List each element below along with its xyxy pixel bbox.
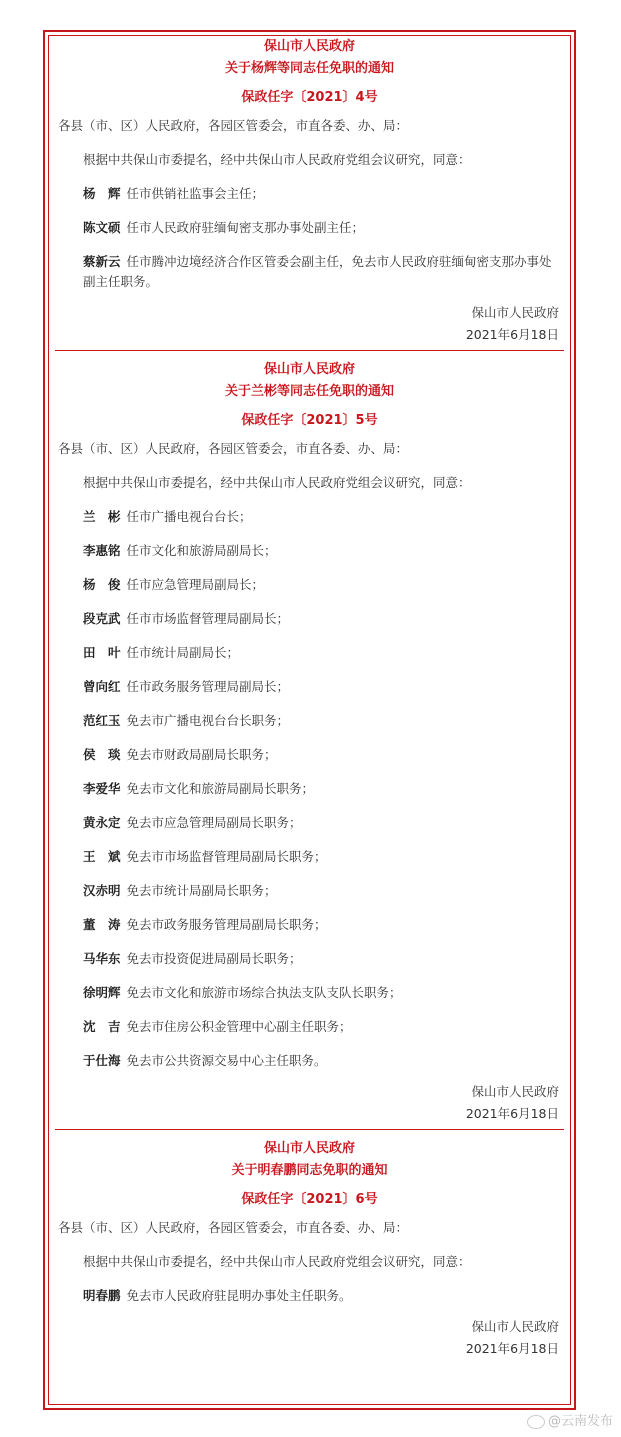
appointment-item bbox=[58, 184, 561, 204]
appointee-name: 李惠铭 bbox=[83, 543, 121, 558]
notice-date: 2021年6月18日 bbox=[465, 1106, 559, 1121]
notice-doc-number: 保政任字〔2021〕4号 bbox=[241, 90, 378, 105]
appointment-item bbox=[58, 881, 561, 901]
notice-issuer: 保山市人民政府 bbox=[263, 1141, 355, 1156]
appointment-item bbox=[58, 847, 561, 867]
appointee-name: 黄永定 bbox=[83, 815, 121, 830]
notice-recipients: 各县（市、区）人民政府，各园区管委会，市直各委、办、局： bbox=[58, 118, 409, 133]
appointment-item bbox=[58, 575, 561, 595]
appointment-text: 免去市广播电视台台长职务； bbox=[126, 713, 290, 728]
notice-2 bbox=[52, 351, 567, 1125]
notice-preamble: 根据中共保山市委提名，经中共保山市人民政府党组会议研究，同意： bbox=[83, 1254, 471, 1269]
notice-subject: 关于杨辉等同志任免职的通知 bbox=[224, 61, 394, 76]
appointment-text: 免去市统计局副局长职务； bbox=[126, 883, 277, 898]
appointee-name: 于仕海 bbox=[83, 1053, 121, 1068]
appointee-name: 曾向红 bbox=[83, 679, 121, 694]
appointment-item bbox=[58, 507, 561, 527]
appointment-text: 免去市政务服务管理局副局长职务； bbox=[126, 917, 327, 932]
appointee-name: 杨 辉 bbox=[83, 186, 121, 201]
notice-date: 2021年6月18日 bbox=[465, 1341, 559, 1356]
appointment-item bbox=[58, 711, 561, 731]
appointee-name: 王 斌 bbox=[83, 849, 121, 864]
appointee-name: 段克武 bbox=[83, 611, 121, 626]
appointment-item bbox=[58, 779, 561, 799]
appointment-text: 免去市人民政府驻昆明办事处主任职务。 bbox=[126, 1288, 352, 1303]
watermark-text: @云南发布 bbox=[547, 1414, 613, 1429]
appointment-item bbox=[58, 643, 561, 663]
appointment-item bbox=[58, 677, 561, 697]
appointment-text: 免去市住房公积金管理中心副主任职务； bbox=[126, 1019, 352, 1034]
notice-issuer: 保山市人民政府 bbox=[263, 362, 355, 377]
appointee-name: 明春鹏 bbox=[83, 1288, 121, 1303]
appointment-text: 免去市市场监督管理局副局长职务； bbox=[126, 849, 327, 864]
notice-doc-number: 保政任字〔2021〕5号 bbox=[241, 413, 378, 428]
appointment-text: 任市统计局副局长； bbox=[126, 645, 240, 660]
notice-date: 2021年6月18日 bbox=[465, 327, 559, 342]
notice-subject: 关于明春鹏同志免职的通知 bbox=[231, 1163, 388, 1178]
appointee-name: 兰 彬 bbox=[83, 509, 121, 524]
appointment-text: 免去市财政局副局长职务； bbox=[126, 747, 277, 762]
appointment-text: 任市政务服务管理局副局长； bbox=[126, 679, 290, 694]
notice-doc-number: 保政任字〔2021〕6号 bbox=[241, 1192, 378, 1207]
appointment-text: 免去市文化和旅游局副局长职务； bbox=[126, 781, 315, 796]
notice-issuer: 保山市人民政府 bbox=[263, 39, 355, 54]
appointment-text: 免去市文化和旅游市场综合执法支队支队长职务； bbox=[126, 985, 402, 1000]
notice-subject: 关于兰彬等同志任免职的通知 bbox=[224, 384, 394, 399]
appointee-name: 徐明辉 bbox=[83, 985, 121, 1000]
notice-preamble: 根据中共保山市委提名，经中共保山市人民政府党组会议研究，同意： bbox=[83, 475, 471, 490]
notice-recipients: 各县（市、区）人民政府，各园区管委会，市直各委、办、局： bbox=[58, 1220, 409, 1235]
weibo-logo-icon bbox=[527, 1415, 545, 1429]
notice-1 bbox=[52, 36, 567, 346]
appointment-item bbox=[58, 1286, 561, 1306]
appointee-name: 李爱华 bbox=[83, 781, 121, 796]
appointment-item bbox=[58, 252, 561, 292]
appointee-name: 田 叶 bbox=[83, 645, 121, 660]
appointee-name: 汉赤明 bbox=[83, 883, 121, 898]
appointment-text: 任市广播电视台台长； bbox=[126, 509, 252, 524]
notice-preamble: 根据中共保山市委提名，经中共保山市人民政府党组会议研究，同意： bbox=[83, 152, 471, 167]
notice-signature: 保山市人民政府 bbox=[471, 1319, 559, 1334]
appointment-text: 任市应急管理局副局长； bbox=[126, 577, 265, 592]
appointment-text: 任市市场监督管理局副局长； bbox=[126, 611, 290, 626]
appointee-name: 沈 吉 bbox=[83, 1019, 121, 1034]
appointment-item bbox=[58, 1051, 561, 1071]
notice-signature: 保山市人民政府 bbox=[471, 1084, 559, 1099]
appointment-text: 任市人民政府驻缅甸密支那办事处副主任； bbox=[126, 220, 365, 235]
appointee-name: 范红玉 bbox=[83, 713, 121, 728]
appointment-text: 任市供销社监事会主任； bbox=[126, 186, 265, 201]
document-content bbox=[52, 36, 567, 1364]
appointee-name: 杨 俊 bbox=[83, 577, 121, 592]
appointment-item bbox=[58, 915, 561, 935]
appointment-item bbox=[58, 218, 561, 238]
appointment-item bbox=[58, 541, 561, 561]
appointment-text: 任市腾冲边境经济合作区管委会副主任，免去市人民政府驻缅甸密支那办事处副主任职务。 bbox=[83, 254, 552, 289]
notice-3 bbox=[52, 1130, 567, 1360]
appointment-text: 免去市公共资源交易中心主任职务。 bbox=[126, 1053, 327, 1068]
appointee-name: 侯 琰 bbox=[83, 747, 121, 762]
appointment-item bbox=[58, 609, 561, 629]
notice-recipients: 各县（市、区）人民政府，各园区管委会，市直各委、办、局： bbox=[58, 441, 409, 456]
appointment-text: 任市文化和旅游局副局长； bbox=[126, 543, 277, 558]
appointee-name: 蔡新云 bbox=[83, 254, 121, 269]
appointment-item bbox=[58, 745, 561, 765]
notice-signature: 保山市人民政府 bbox=[471, 305, 559, 320]
appointment-item bbox=[58, 813, 561, 833]
appointment-item bbox=[58, 949, 561, 969]
appointment-item bbox=[58, 983, 561, 1003]
weibo-watermark bbox=[527, 1412, 613, 1432]
appointee-name: 陈文硕 bbox=[83, 220, 121, 235]
appointee-name: 马华东 bbox=[83, 951, 121, 966]
appointee-name: 董 涛 bbox=[83, 917, 121, 932]
appointment-text: 免去市投资促进局副局长职务； bbox=[126, 951, 302, 966]
appointment-text: 免去市应急管理局副局长职务； bbox=[126, 815, 302, 830]
appointment-item bbox=[58, 1017, 561, 1037]
